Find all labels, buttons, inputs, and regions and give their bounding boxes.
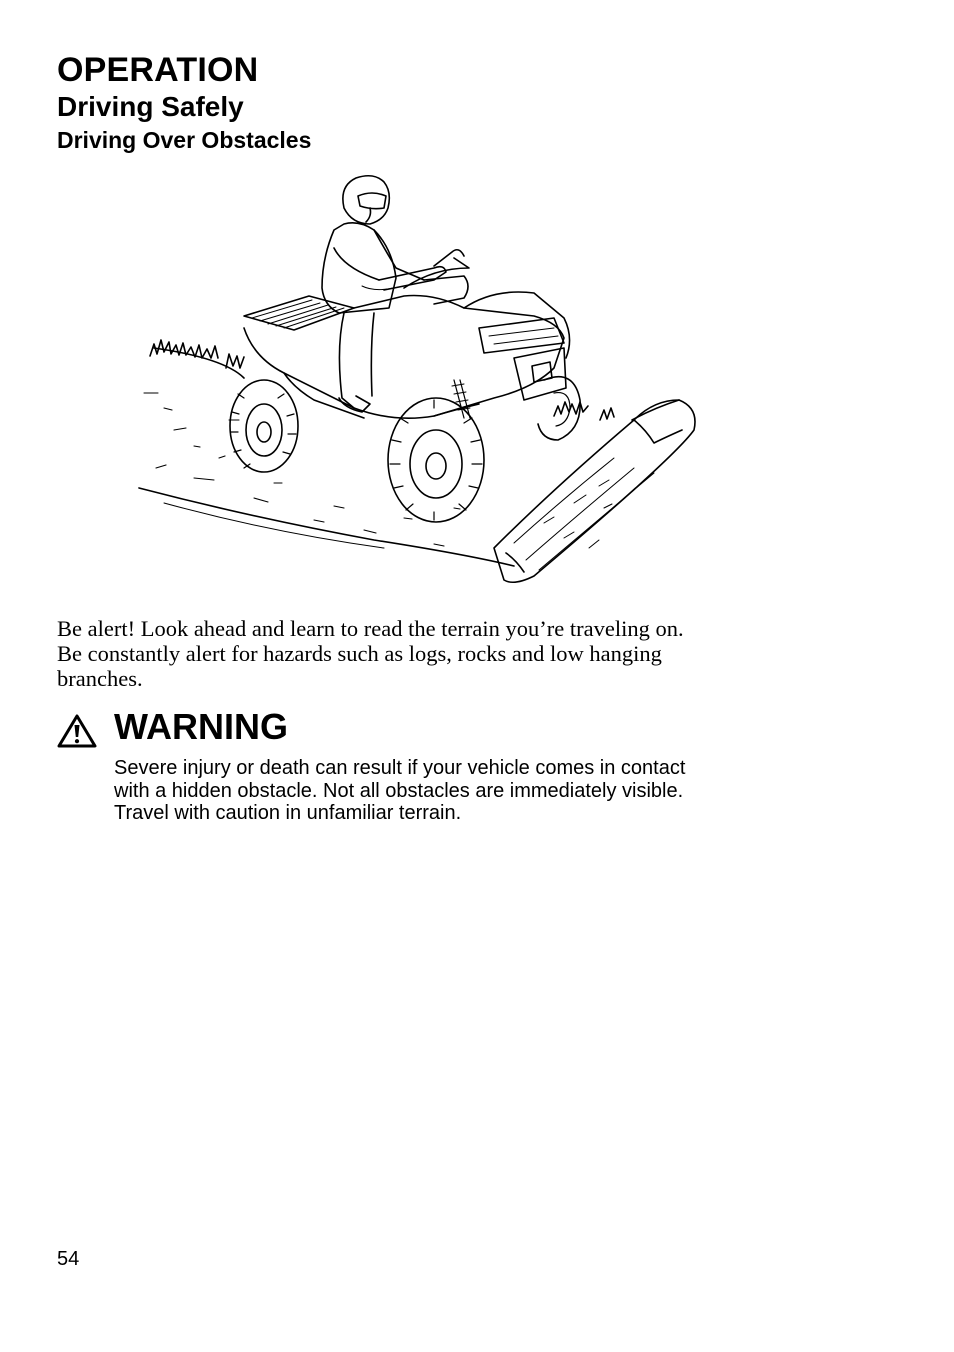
topic-title: Driving Over Obstacles [57,127,312,153]
warning-line: Severe injury or death can result if your vehicle comes in contact [114,757,686,779]
atv-obstacle-illustration [134,168,700,594]
section-title: OPERATION [57,51,259,89]
warning-title: WARNING [114,706,288,747]
body-line: Be constantly alert for hazards such as logs, rocks and low hanging [57,641,662,666]
warning-line: Travel with caution in unfamiliar terrain. [114,802,462,824]
page-number: 54 [57,1248,80,1270]
body-line: Be alert! Look ahead and learn to read the terrain you’re traveling on. [57,616,684,641]
subsection-title: Driving Safely [57,91,244,122]
warning-message [114,757,794,825]
body-paragraph [57,616,777,691]
body-line: branches. [57,666,143,691]
warning-triangle-icon [57,714,97,748]
warning-line: with a hidden obstacle. Not all obstacles are immediately visible. [114,779,684,802]
